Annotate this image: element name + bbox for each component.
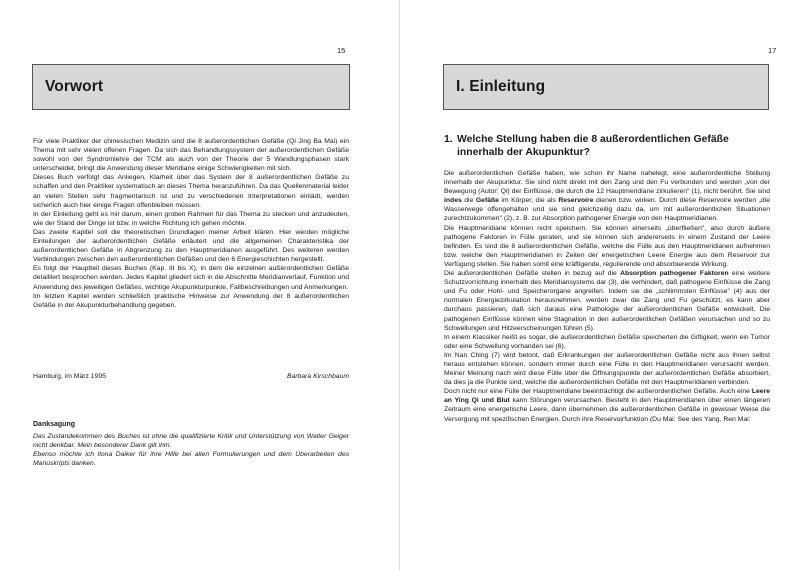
section-title-line1: Welche Stellung haben die 8 außerordentlichen Gefäße	[457, 134, 729, 145]
section-title-line2: innerhalb der Akupunktur?	[457, 146, 590, 158]
acknowledgement-body	[33, 432, 349, 468]
right-page	[400, 0, 800, 571]
paragraph: Im letzten Kapitel werden schließlich praktische Hinweise zur Anwendung der 8 außerordentlichen Gefäße in der Akupunkturbehandlung gegeben.	[33, 292, 349, 309]
paragraph: Doch nicht nur eine Fülle der Hauptmeridiane beeinträchtigt die außerordentlichen Gefäße. Auch eine Leere an Ying Qi und Blut kann Störungen verursachen. Besteht in den Hauptmeridianen über einen längeren Zeitraum eine energetische Leere, dann übernehmen die außerordentlichen Gefäße in gewisser Weise die Versorgung mit spezifischen Energien. Durch ihre Reservoirfunktion (Du Mai: See des Yang, Ren Mai:	[444, 388, 770, 423]
paragraph: Im Nan Ching (7) wird betont, daß Erkrankungen der außerordentlichen Gefäße nicht aus ihnen selbst heraus entstehen können, sondern immer durch eine Fülle in den Hauptmeridianen verursacht werden. Meiner Meinung nach wird diese Fülle über die Öffnungspunkte der außerordentlichen Gefäße absorbiert, da dies ja die Punkte sind, welche die außerordentlichen Gefäße mit den Hauptmeridianen verbinden.	[444, 351, 770, 387]
section-number: 1.	[444, 134, 453, 145]
chapter-title-vorwort: Vorwort	[45, 78, 104, 95]
paragraph: Die außerordentlichen Gefäße stellen in bezug auf die Absorption pathogener Faktoren eine weitere Schutzvorrichtung innerhalb des Meridiansystems dar (3), die verhindert, daß pathogene Einflüsse die Zang und Fu oder Hohl- und Speicherorgane angreifen. Indem sie die „schlimmsten Einflüsse" (4) aus der normalen Energiezirkulation herausnehmen, werden zwar die Zang und Fu geschützt, es kann aber durchaus passieren, daß sich daraus eine Pathologie der außerordentlichen Gefäße entwickelt. Die pathogenen Einflüsse können eine Stagnation in den außerordentlichen Gefäßen verursachen und so zu Schwellungen und Hitzeerscheinungen führen (5).	[444, 270, 770, 332]
paragraph: Ebenso möchte ich Ilona Daiker für ihre Hilfe bei allen Formulierungen und dem Überarbeiten des Manuskripts danken.	[33, 451, 349, 468]
author-name: Barbara Kirschbaum	[287, 373, 349, 380]
section-heading	[444, 134, 744, 159]
paragraph: Das Zustandekommen des Buches ist ohne die qualifizierte Kritik und Unterstützung von Walter Geiger nicht denkbar. Mein besonderer Dank gilt ihm.	[33, 433, 349, 450]
paragraph: In der Einleitung geht es mir darum, einen groben Rahmen für das Thema zu stecken und anzudeuten, wie der Stand der Dinge ist bzw. in welche Richtung ich gehen möchte.	[33, 210, 349, 227]
signature-line	[33, 373, 349, 380]
chapter-header-left	[32, 64, 350, 110]
paragraph: Die außerordentlichen Gefäße haben, wie schon ihr Name nahelegt, eine außerordentliche Stellung innerhalb der Akupunktur. Sie sind nicht direkt mit den Zang und den Fu verbunden und werden „von der Bewegung (Autor: Qi) der Einflüsse, die durch die 12 Hauptmeridiane zirkulieren" (1), nicht berührt. Sie sind indes die Gefäße im Körper, die als Reservoire dienen bzw. wirken. Durch diese Reservoire werden „die Wasserwege offengehalten und sie sind gleichzeitig dazu da, um mit außerordentlichen Situationen zurechtzukommen" (2), z. B. zur Absorption pathogener Energie von den Hauptmeridianen.	[444, 170, 770, 223]
page-number-right: 17	[768, 46, 777, 55]
chapter-title-einleitung: I. Einleitung	[456, 78, 546, 95]
paragraph: Dieses Buch verfolgt das Anliegen, Klarheit über das System der 8 außerordentlichen Gefäße zu schaffen und den Praktiker systematisch an dieses Thema heranzuführen. Da das Quellenmaterial leider an vielen Stellen sehr fragmentarisch ist und zu verschiedenen Interpretationen einlädt, werden sicherlich auch hier einige Fragen offenbleiben müssen.	[33, 174, 349, 209]
chapter-header-right	[443, 64, 769, 110]
paragraph: In einem Klassiker heißt es sogar, die außerordentlichen Gefäße speicherten die Giftigkeit, wenn ein Tumor oder eine Schwellung vorhanden sei (6).	[444, 333, 770, 350]
page-number-left: 15	[337, 46, 346, 55]
paragraph: Die Hauptmeridiane können nicht speichern. Sie können einerseits „überfließen", also durch äußere pathogene Faktoren in Fülle geraten, und sie können sich andererseits in einem Zustand der Leere befinden. Es sind die 8 außerordentlichen Gefäße, welche die Fülle aus den Hauptmeridianen aufnehmen bzw. welche den Hauptmeridianen in Zeiten der energetischen Leere Energie aus dem Reservoir zur Verfügung stellen. Sie haben somit eine kräftigende, regulierende und absorbierende Wirkung.	[444, 224, 770, 268]
preface-body	[33, 137, 349, 310]
acknowledgement-heading: Danksagung	[33, 421, 76, 428]
place-date: Hamburg, im März 1995	[33, 373, 106, 380]
paragraph: Das zweite Kapitel soll die theoretischen Grundlagen meiner Arbeit klären. Hier werden mögliche Einteilungen der außerordentlichen Gefäße erläutert und die allgemeinen Charakteristika der außerordentlichen Gefäße in Abgrenzung zu den Hauptmeridianen ausgeführt. Des weiteren werden Verbindungen zwischen den außerordentlichen Gefäßen und den 6 Energieschichten hergestellt.	[33, 228, 349, 264]
paragraph: Für viele Praktiker der chinesischen Medizin sind die 8 außerordentlichen Gefäße (Qi Jing Ba Mai) ein Thema mit sehr vielen offenen Fragen. Da sich das Behandlungssystem der außerordentlichen Gefäße sowohl von der Syndromlehre der TCM als auch von der Theorie der 5 Wandlungsphasen stark unterscheidet, bringt die Anwendung dieser Meridiane einige Schwierigkeiten mit sich.	[33, 138, 349, 173]
introduction-body	[444, 169, 770, 424]
paragraph: Es folgt der Hauptteil dieses Buches (Kap. III bis X), in dem die einzelnen außerordentlichen Gefäße detailliert besprochen werden. Jedes Kapitel gliedert sich in die Abschnitte Meridianverlauf, Funktion und Anwendung des jeweiligen Gefäßes, wichtige Akupunkturpunkte, Fallbeschreibungen und Anmerkungen.	[33, 265, 349, 291]
